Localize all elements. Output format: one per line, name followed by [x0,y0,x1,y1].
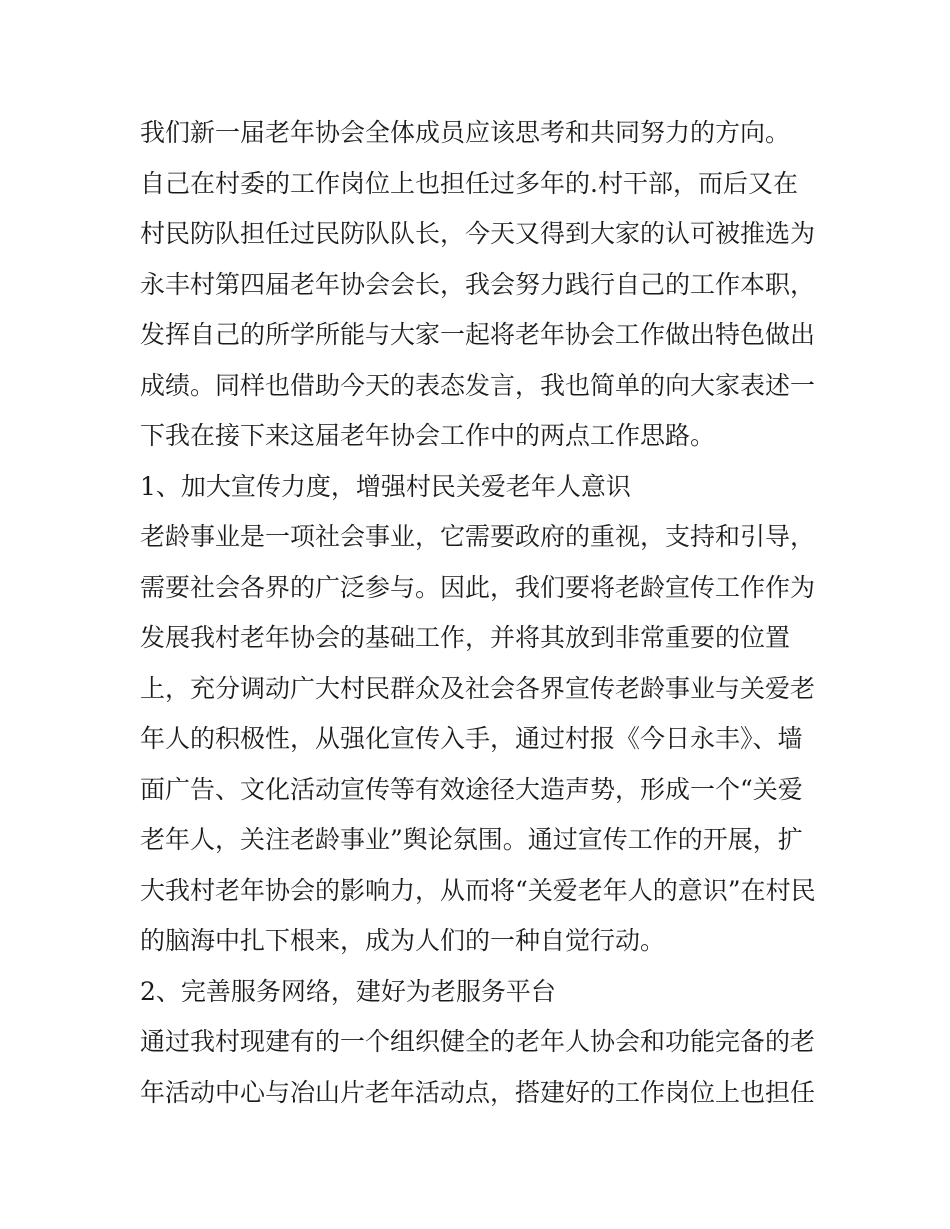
text-line: 大我村老年协会的影响力，从而将“关爱老年人的意识”在村民 [140,875,816,905]
text-line: 成绩。同样也借助今天的表态发言，我也简单的向大家表述一 [140,370,816,400]
section-heading-1: 1、加大宣传力度，增强村民关爱老年人意识 [140,471,631,501]
text-line: 下我在接下来这届老年协会工作中的两点工作思路。 [140,421,716,450]
text-line: 上，充分调动广大村民群众及社会各界宣传老龄事业与关爱老 [140,673,816,703]
text-line: 年人的积极性，从强化宣传入手，通过村报《今日永丰》、墙 [140,724,803,753]
text-line: 老年人，关注老龄事业”舆论氛围。通过宣传工作的开展，扩 [140,825,803,854]
text-line: 自己在村委的工作岗位上也担任过多年的.村干部，而后又在 [140,168,798,198]
text-line: 通过我村现建有的一个组织健全的老年人协会和功能完备的老 [140,1027,816,1056]
text-line: 面广告、文化活动宣传等有效途径大造声势，形成一个“关爱 [140,774,803,804]
text-line: 永丰村第四届老年协会会长，我会努力践行自己的工作本职， [140,269,816,299]
text-line: 发展我村老年协会的基础工作，并将其放到非常重要的位置 [140,623,791,652]
document-body [140,108,830,1118]
text-line: 村民防队担任过民防队队长，今天又得到大家的认可被推选为 [140,219,816,248]
section-heading-2: 2、完善服务网络，建好为老服务平台 [140,976,556,1006]
text-line: 年活动中心与冶山片老年活动点，搭建好的工作岗位上也担任 [140,1077,816,1107]
text-line: 我们新一届老年协会全体成员应该思考和共同努力的方向。 [140,118,791,147]
text-line: 的脑海中扎下根来，成为人们的一种自觉行动。 [140,926,666,955]
text-line: 发挥自己的所学所能与大家一起将老年协会工作做出特色做出 [140,320,816,349]
text-line: 需要社会各界的广泛参与。因此，我们要将老龄宣传工作作为 [140,572,816,602]
text-line: 老龄事业是一项社会事业，它需要政府的重视，支持和引导， [140,522,816,551]
